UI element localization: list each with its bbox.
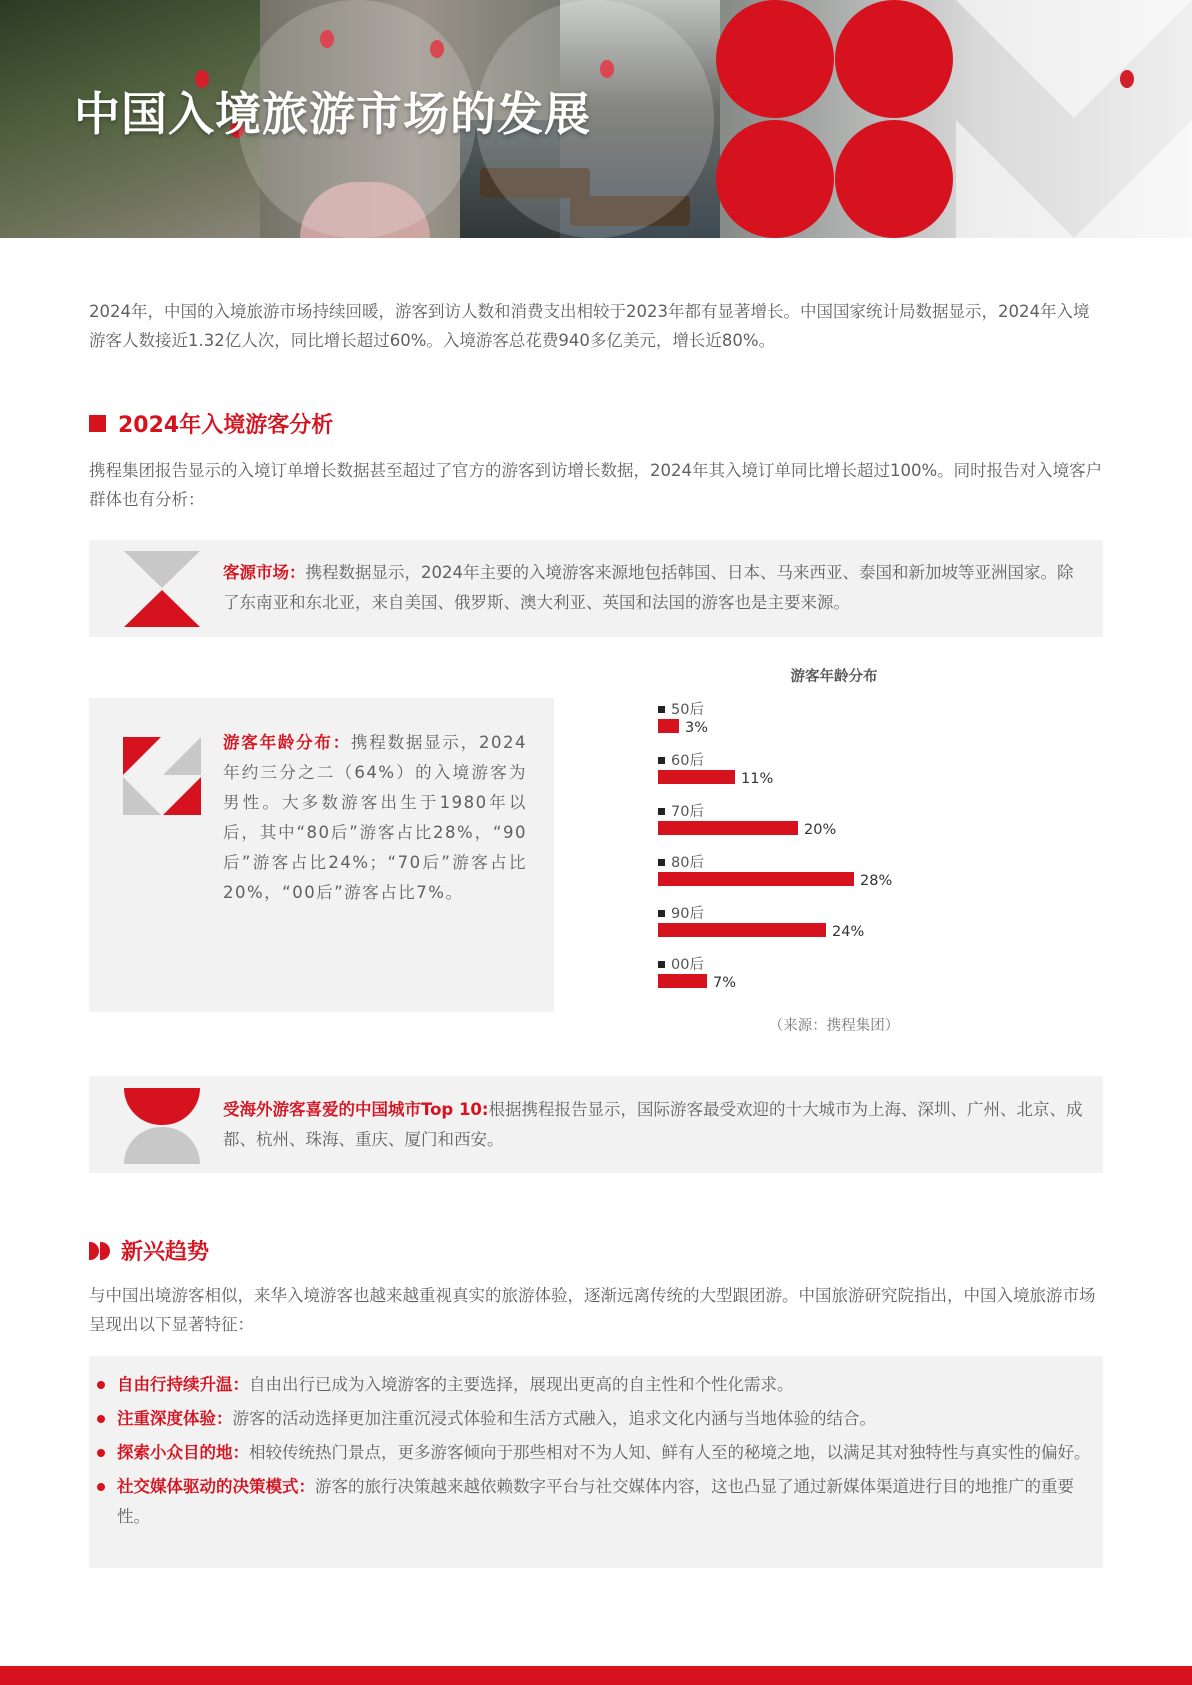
trend-label: 社交媒体驱动的决策模式： (117, 1477, 315, 1496)
age-distribution-card (89, 698, 554, 1012)
value-label: 28% (860, 873, 893, 889)
trend-label: 探索小众目的地： (117, 1443, 249, 1462)
category-marker-icon (658, 757, 665, 764)
triangle-decoration (956, 0, 1074, 118)
category-label: 50后 (671, 702, 704, 718)
top-cities-body: 根据携程报告显示，国际游客最受欢迎的十大城市为上海、深圳、广州、北京、成都、杭州、珠海、重庆、厦门和西安。 (223, 1100, 1083, 1149)
page-title: 中国入境旅游市场的发展 (74, 87, 591, 141)
red-circle-decoration (716, 120, 834, 238)
top-cities-text (223, 1095, 1093, 1155)
red-circle-decoration (716, 0, 834, 118)
footer-bar (0, 1666, 1192, 1685)
age-distribution-text (223, 728, 527, 908)
value-label: 11% (741, 771, 774, 787)
source-market-body: 携程数据显示，2024年主要的入境游客来源地包括韩国、日本、马来西亚、泰国和新加坡等亚洲国家。除了东南亚和东北亚，来自美国、俄罗斯、澳大利亚、英国和法国的游客也是主要来源。 (223, 563, 1074, 612)
triangle-grid-icon (123, 737, 201, 815)
age-distribution-body: 携程数据显示，2024年约三分之二（64%）的入境游客为男性。大多数游客出生于1980年以后，其中“80后”游客占比28%，“90后”游客占比24%；“70后”游客占比20%，“00后”游客占比7%。 (223, 733, 527, 902)
triangle-decoration (1074, 120, 1192, 238)
section-heading-text: 新兴趋势 (121, 1240, 210, 1265)
list-item (117, 1370, 1093, 1400)
trend-text: 自由出行已成为入境游客的主要选择，展现出更高的自主性和个性化需求。 (249, 1375, 794, 1394)
list-item (117, 1472, 1093, 1532)
half-circles-icon (124, 1088, 200, 1164)
chart-title: 游客年龄分布 (790, 669, 878, 685)
bar-90后 (658, 923, 826, 937)
category-label: 70后 (671, 804, 704, 820)
value-label: 7% (713, 975, 737, 991)
age-distribution-label: 游客年龄分布： (223, 733, 351, 752)
value-label: 3% (685, 720, 709, 736)
section-heading-emerging-trends (89, 1235, 209, 1266)
source-market-text (223, 558, 1083, 618)
list-item (117, 1438, 1093, 1468)
section-heading-visitor-analysis (89, 408, 333, 439)
top-cities-label: 受海外游客喜爱的中国城市Top 10: (223, 1100, 489, 1119)
red-circle-decoration (835, 0, 953, 118)
category-label: 80后 (671, 855, 704, 871)
category-marker-icon (658, 859, 665, 866)
bar-60后 (658, 770, 735, 784)
bar-50后 (658, 719, 679, 733)
source-market-label: 客源市场： (223, 563, 306, 582)
trend-text: 游客的旅行决策越来越依赖数字平台与社交媒体内容，这也凸显了通过新媒体渠道进行目的地推广的重要性。 (117, 1477, 1074, 1526)
category-marker-icon (658, 808, 665, 815)
double-chevron-icon (89, 1242, 111, 1260)
red-circle-decoration (835, 120, 953, 238)
category-label: 90后 (671, 906, 704, 922)
trend-label: 注重深度体验： (117, 1409, 233, 1428)
value-label: 24% (832, 924, 865, 940)
triangle-decoration (1074, 0, 1192, 118)
trend-text: 相较传统热门景点，更多游客倾向于那些相对不为人知、鲜有人至的秘境之地，以满足其对独特性与真实性的偏好。 (249, 1443, 1091, 1462)
category-marker-icon (658, 910, 665, 917)
header-banner (0, 0, 1192, 238)
top-cities-card (89, 1076, 1103, 1173)
source-market-card (89, 540, 1103, 637)
hourglass-icon (124, 551, 200, 627)
bar-80后 (658, 872, 854, 886)
category-marker-icon (658, 706, 665, 713)
triangle-decoration (956, 120, 1074, 238)
category-marker-icon (658, 961, 665, 968)
trend-text: 游客的活动选择更加注重沉浸式体验和生活方式融入，追求文化内涵与当地体验的结合。 (232, 1409, 876, 1428)
section2-paragraph: 与中国出境游客相似，来华入境游客也越来越重视真实的旅游体验，逐渐远离传统的大型跟团游。中国旅游研究院指出，中国入境旅游市场呈现出以下显著特征： (89, 1286, 1096, 1334)
trends-list (89, 1356, 1103, 1568)
intro-paragraph: 2024年，中国的入境旅游市场持续回暖，游客到访人数和消费支出相较于2023年都有显著增长。中国国家统计局数据显示，2024年入境游客人数接近1.32亿人次，同比增长超过60%。入境游客总花费940多亿美元，增长近80%。 (89, 302, 1090, 350)
category-label: 00后 (671, 957, 704, 973)
section1-paragraph: 携程集团报告显示的入境订单增长数据甚至超过了官方的游客到访增长数据，2024年其入境订单同比增长超过100%。同时报告对入境客户群体也有分析： (89, 461, 1103, 509)
section-heading-text: 2024年入境游客分析 (118, 413, 334, 438)
chart-source: （来源：携程集团） (768, 1018, 900, 1034)
trend-label: 自由行持续升温： (117, 1375, 249, 1394)
bar-70后 (658, 821, 798, 835)
list-item (117, 1404, 1093, 1434)
age-distribution-chart (650, 700, 970, 1010)
value-label: 20% (804, 822, 837, 838)
square-bullet-icon (89, 415, 106, 432)
category-label: 60后 (671, 753, 704, 769)
bar-00后 (658, 974, 707, 988)
